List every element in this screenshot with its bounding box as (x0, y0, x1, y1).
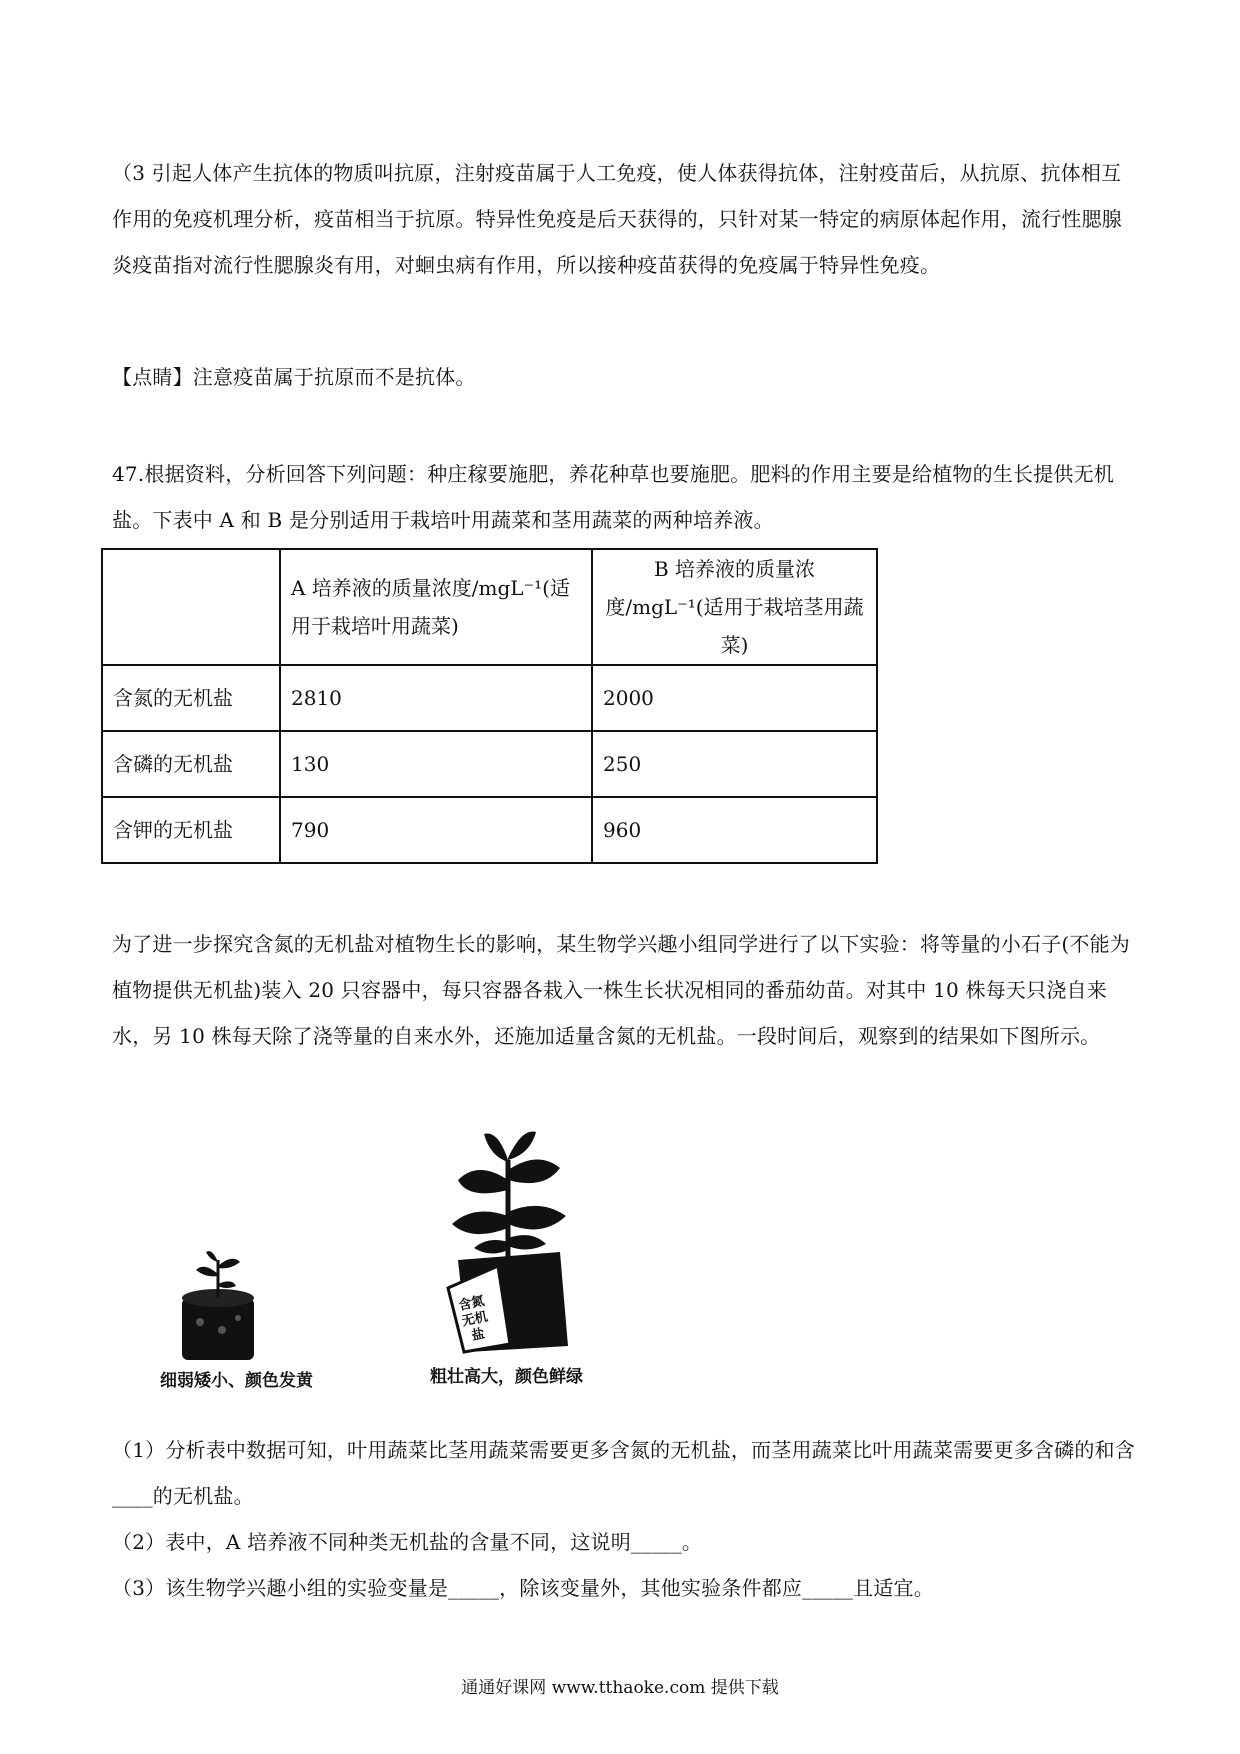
table-cell: 含氮的无机盐 (102, 665, 280, 731)
caption-weak-plant: 细弱矮小、颜色发黄 (160, 1371, 313, 1391)
table-cell: 790 (280, 797, 592, 863)
table-cell: 2000 (592, 665, 877, 731)
table-row (102, 797, 877, 863)
tip-note: 【点睛】注意疫苗属于抗原而不是抗体。 (112, 365, 476, 389)
tomato-figure (160, 1120, 640, 1410)
table-header-row (102, 549, 877, 665)
nutrient-table (101, 548, 878, 864)
table-cell: 130 (280, 731, 592, 797)
table-row (102, 731, 877, 797)
table-cell: 250 (592, 731, 877, 797)
table-cell: 含磷的无机盐 (102, 731, 280, 797)
question-item: （1）分析表中数据可知，叶用蔬菜比茎用蔬菜需要更多含氮的无机盐，而茎用蔬菜比叶用蔬菜需要更多含磷的和含____的无机盐。 (112, 1438, 1135, 1508)
bag-label: 含氮无机盐 (457, 1293, 490, 1344)
table-cell: 960 (592, 797, 877, 863)
page-footer: 通通好课网 www.tthaoke.com 提供下载 (461, 1678, 779, 1698)
healthy-plant-illustration (428, 1120, 588, 1360)
table-cell: 2810 (280, 665, 592, 731)
table-header-cell: A 培养液的质量浓度/mgL⁻¹(适用于栽培叶用蔬菜) (280, 549, 592, 665)
table-header-cell (102, 549, 280, 665)
question-47-intro: 47.根据资料，分析回答下列问题：种庄稼要施肥，养花种草也要施肥。肥料的作用主要是给植物的生长提供无机盐。下表中 A 和 B 是分别适用于栽培叶用蔬菜和茎用蔬菜的两种培养液。 (112, 462, 1115, 532)
table-row (102, 665, 877, 731)
experiment-description: 为了进一步探究含氮的无机盐对植物生长的影响，某生物学兴趣小组同学进行了以下实验：将等量的小石子(不能为植物提供无机盐)装入 20 只容器中，每只容器各栽入一株生长状况相同的番茄幼苗。对其中 10 株每天只浇自来水，另 10 株每天除了浇等量的自来水外，还施加适量含氮的无机盐。一段时间后，观察到的结果如下图所示。 (112, 932, 1131, 1048)
question-list (112, 1427, 1137, 1611)
question-item: （2）表中，A 培养液不同种类无机盐的含量不同，这说明_____。 (112, 1530, 703, 1554)
weak-seedling-illustration (170, 1240, 270, 1364)
caption-healthy-plant: 粗壮高大，颜色鲜绿 (430, 1367, 583, 1387)
table-cell: 含钾的无机盐 (102, 797, 280, 863)
table-header-cell: B 培养液的质量浓度/mgL⁻¹(适用于栽培茎用蔬菜) (592, 549, 877, 665)
paragraph-antigen: （3 引起人体产生抗体的物质叫抗原，注射疫苗属于人工免疫，使人体获得抗体，注射疫苗后，从抗原、抗体相互作用的免疫机理分析，疫苗相当于抗原。特异性免疫是后天获得的，只针对某一特定的病原体起作用，流行性腮腺炎疫苗指对流行性腮腺炎有用，对蛔虫病有作用，所以接种疫苗获得的免疫属于特异性免疫。 (112, 161, 1122, 277)
question-item: （3）该生物学兴趣小组的实验变量是_____，除该变量外，其他实验条件都应_____且适宜。 (112, 1576, 934, 1600)
